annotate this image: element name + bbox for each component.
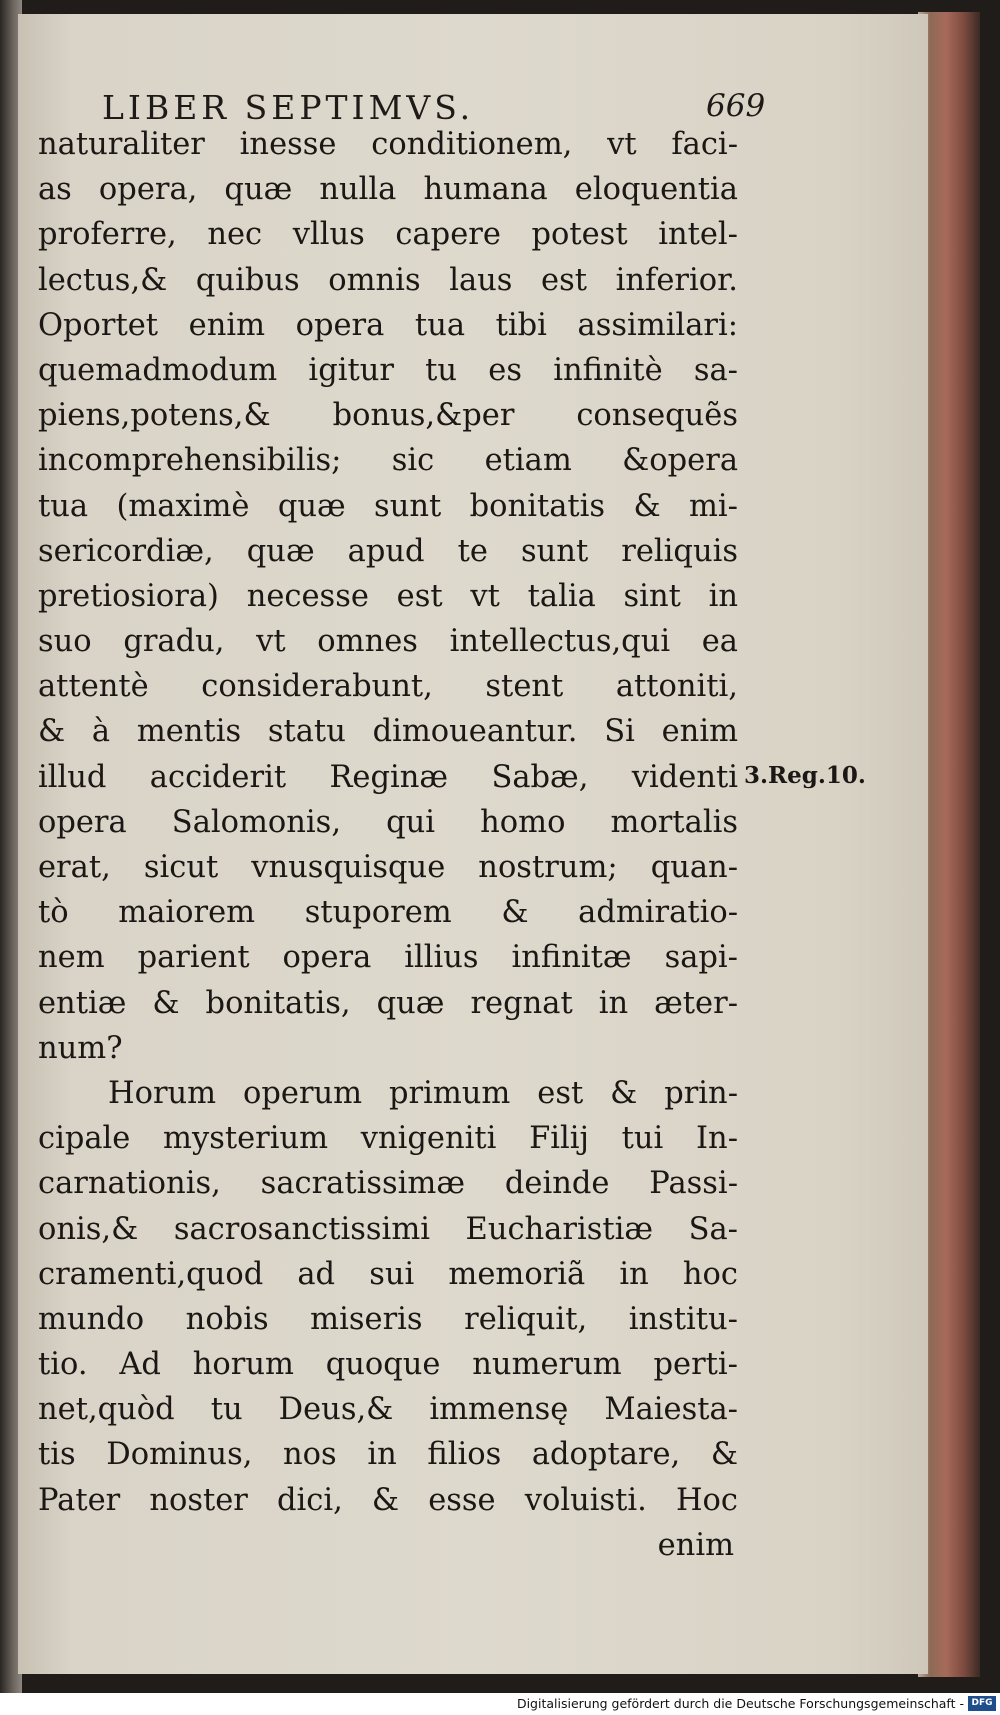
text-line: entiæ & bonitatis, quæ regnat in æter- bbox=[38, 985, 738, 1021]
text-line: cipale mysterium vnigeniti Filij tui In- bbox=[38, 1121, 738, 1157]
paragraph-start-line: Horum operum primum est & prin- bbox=[108, 1075, 738, 1111]
dfg-logo-icon: DFG bbox=[968, 1696, 996, 1711]
text-line: opera Salomonis, qui homo mortalis bbox=[38, 804, 738, 840]
text-line: tio. Ad horum quoque numerum perti- bbox=[38, 1347, 738, 1383]
text-line: attentè considerabunt, stent attoniti, bbox=[38, 669, 738, 705]
book-page bbox=[18, 14, 928, 1674]
text-line: Pater noster dici, & esse voluisti. Hoc bbox=[38, 1482, 738, 1518]
text-line: tis Dominus, nos in filios adoptare, & bbox=[38, 1437, 738, 1473]
text-line: tò maiorem stuporem & admiratio- bbox=[38, 895, 738, 931]
running-head: LIBER SEPTIMVS. bbox=[102, 88, 475, 127]
text-line: illud acciderit Reginæ Sabæ, videnti bbox=[38, 759, 738, 795]
text-line: num? bbox=[38, 1030, 123, 1066]
text-line: erat, sicut vnusquisque nostrum; quan- bbox=[38, 850, 738, 885]
text-line: pretiosiora) necesse est vt talia sint in bbox=[38, 578, 738, 614]
text-line: proferre, nec vllus capere potest intel- bbox=[38, 217, 738, 253]
page-number: 669 bbox=[706, 88, 766, 124]
text-line: tua (maximè quæ sunt bonitatis & mi- bbox=[38, 488, 738, 524]
digitization-footer bbox=[0, 1693, 1000, 1715]
text-line: & à mentis statu dimoueantur. Si enim bbox=[38, 714, 738, 750]
text-line: cramenti,quod ad sui memoriã in hoc bbox=[38, 1256, 738, 1292]
text-line: Oportet enim opera tua tibi assimilari: bbox=[38, 307, 738, 343]
text-line: as opera, quæ nulla humana eloquentia bbox=[38, 172, 738, 208]
text-line: mundo nobis miseris reliquit, institu- bbox=[38, 1301, 738, 1337]
text-line: incomprehensibilis; sic etiam &opera bbox=[38, 443, 738, 479]
text-line: piens,potens,& bonus,&per consequẽs bbox=[38, 398, 738, 434]
main-text-block bbox=[38, 122, 738, 1568]
text-line: onis,& sacrosanctissimi Eucharistiæ Sa- bbox=[38, 1211, 738, 1247]
text-line: sericordiæ, quæ apud te sunt reliquis bbox=[38, 533, 738, 569]
catchword: enim bbox=[657, 1527, 734, 1563]
text-line: quemadmodum igitur tu es infinitè sa- bbox=[38, 352, 738, 388]
text-line: net,quòd tu Deus,& immensę Maiesta- bbox=[38, 1392, 738, 1428]
marginal-reference: 3.Reg.10. bbox=[744, 762, 866, 789]
text-line: nem parient opera illius infinitæ sapi- bbox=[38, 940, 738, 976]
funding-credit: Digitalisierung gefördert durch die Deutsche Forschungsgemeinschaft - bbox=[516, 1696, 964, 1711]
text-line: suo gradu, vt omnes intellectus,qui ea bbox=[38, 624, 738, 660]
text-line: naturaliter inesse conditionem, vt faci- bbox=[38, 127, 738, 162]
text-line: lectus,& quibus omnis laus est inferior. bbox=[38, 262, 738, 298]
text-line: carnationis, sacratissimæ deinde Passi- bbox=[38, 1166, 738, 1202]
